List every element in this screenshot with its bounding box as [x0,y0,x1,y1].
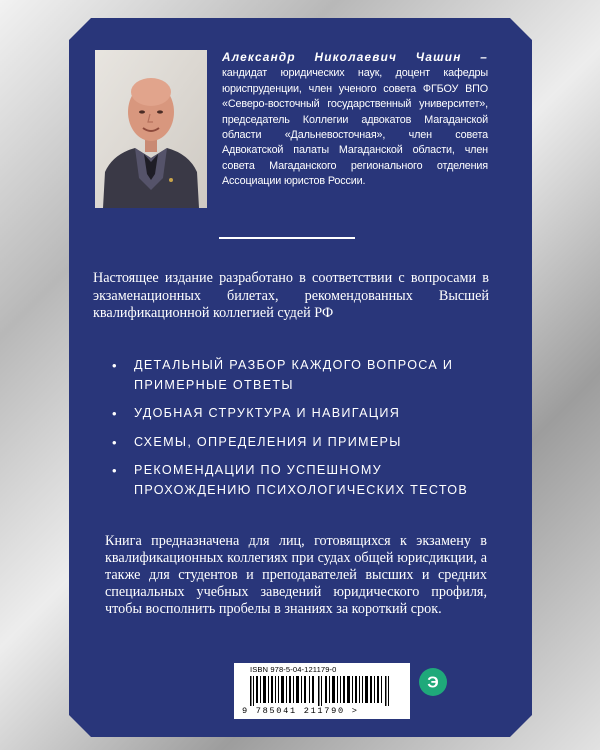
barcode-digits: 9 785041 211790 > [242,706,359,716]
feature-text: УДОБНАЯ СТРУКТУРА И НАВИГАЦИЯ [134,406,401,421]
target-audience-paragraph: Книга предназначена для лиц, готовящихся к экзамену в квалификационных коллегиях при судах общей юрисдикции, а также для студентов и преподавателей высших и средних специальных учебных заведений юридического профиля, чтобы восполнить пробелы в знаниях за короткий срок. [105,533,487,617]
feature-list [112,356,502,510]
author-bio-text: кандидат юридических наук, доцент кафедры юриспруденции, член ученого совета ФГБОУ ВПО «Северо-восточный государственный университет», председатель Коллегии адвокатов Магаданской области «Дальневосточная», член совета Адвокатской палаты Магаданской области, член совета Магаданского регионального отделения Ассоциации юристов России. [222,67,488,188]
publisher-logo-letter: Э [427,674,439,692]
intro-paragraph: Настоящее издание разработано в соответствии с вопросами в экзаменационных билетах, рекомендованных Высшей квалификационной коллегией судей РФ [93,270,489,322]
bullet-icon: • [112,434,118,450]
section-divider [219,237,355,239]
feature-item [112,356,502,395]
barcode-block [234,663,410,719]
bullet-icon: • [112,406,118,422]
feature-text: РЕКОМЕНДАЦИИ ПО УСПЕШНОМУ ПРОХОЖДЕНИЮ ПСИХОЛОГИЧЕСКИХ ТЕСТОВ [134,463,469,497]
author-bio [222,50,488,190]
feature-item [112,404,502,424]
bullet-icon: • [112,358,118,373]
bullet-icon: • [112,463,118,479]
isbn-number: ISBN 978-5-04-121179-0 [250,665,337,674]
feature-item [112,433,502,453]
author-portrait-image [95,50,207,208]
feature-text: ДЕТАЛЬНЫЙ РАЗБОР КАЖДОГО ВОПРОСА И ПРИМЕРНЫЕ ОТВЕТЫ [134,358,454,392]
barcode-image [250,676,392,706]
publisher-logo [418,667,448,697]
author-photo [95,50,207,208]
feature-text: СХЕМЫ, ОПРЕДЕЛЕНИЯ И ПРИМЕРЫ [134,434,402,449]
feature-item [112,461,502,500]
author-name: Александр Николаевич Чашин – [222,50,488,64]
